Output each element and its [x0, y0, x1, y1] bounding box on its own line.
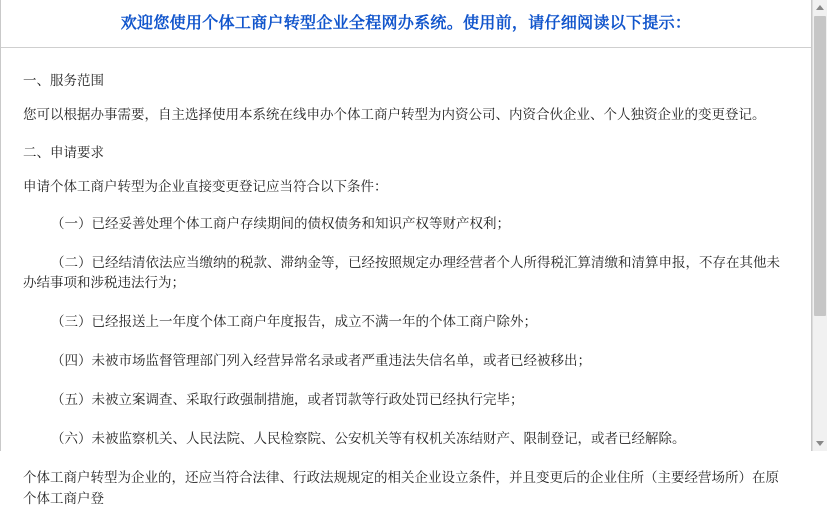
triangle-up-icon [816, 5, 824, 10]
section-2-paragraph: 申请个体工商户转型为企业直接变更登记应当符合以下条件： [23, 178, 388, 194]
section-2-heading: 二、申请要求 [23, 144, 104, 160]
section-1-heading: 一、服务范围 [23, 73, 104, 88]
list-item: （一）已经妥善处理个体工商户存续期间的债权债务和知识产权等财产权利； [51, 215, 510, 231]
notice-header [1, 0, 811, 48]
scrollbar-thumb[interactable] [814, 16, 826, 316]
triangle-down-icon [816, 441, 824, 446]
scroll-up-button[interactable] [813, 0, 827, 15]
notice-body [1, 48, 811, 510]
scroll-down-button[interactable] [813, 436, 827, 451]
list-item: （四）未被市场监督管理部门列入经营异常名录或者严重违法失信名单，或者已经被移出； [51, 353, 591, 369]
closing-paragraph: 个体工商户转型为企业的，还应当符合法律、行政法规规定的相关企业设立条件，并且变更后的企业住所（主要经营场所）在原个体工商户登 [23, 470, 779, 506]
list-item: （三）已经报送上一年度个体工商户年度报告，成立不满一年的个体工商户除外； [51, 314, 537, 330]
list-item: （二）已经结清依法应当缴纳的税款、滞纳金等，已经按照规定办理经营者个人所得税汇算清缴和清算申报，不存在其他未办结事项和涉税违法行为； [23, 254, 780, 291]
list-item: （五）未被立案调查、采取行政强制措施，或者罚款等行政处罚已经执行完毕； [51, 392, 524, 408]
section-1-paragraph: 您可以根据办事需要，自主选择使用本系统在线申办个体工商户转型为内资公司、内资合伙企业、个人独资企业的变更登记。 [23, 106, 766, 122]
vertical-scrollbar[interactable] [812, 0, 827, 451]
list-item: （六）未被监察机关、人民法院、人民检察院、公安机关等有权机关冻结财产、限制登记，或者已经解除。 [51, 431, 686, 447]
page-title: 欢迎您使用个体工商户转型企业全程网办系统。使用前，请仔细阅读以下提示： [120, 14, 692, 32]
